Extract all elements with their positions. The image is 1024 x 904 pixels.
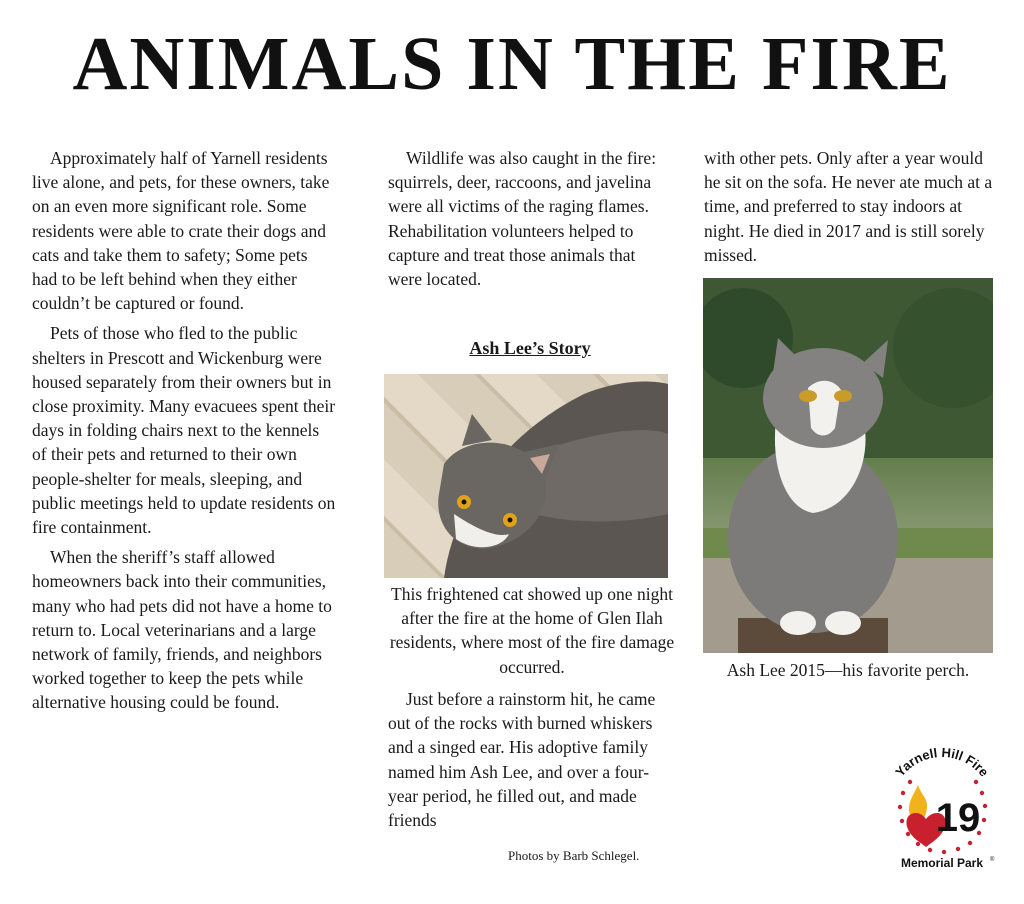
memorial-park-logo [882,745,1002,875]
photo-caption: Ash Lee 2015—his favorite perch. [726,660,970,680]
frightened-cat-photo [384,374,668,578]
paragraph: Pets of those who fled to the public shelters in Prescott and Wickenburg were housed separately from their owners but in close proximity. Many evacuees spent their days in folding chairs next to the kennels of their pets and returned to their own people-shelter for meals, sleeping, and public meetings held to update residents on fire containment. [32,323,336,538]
photo-credit: Photos by Barb Schlegel. [508,848,640,863]
paragraph: When the sheriff’s staff allowed homeowners back into their communities, many who had pets did not have a home to return to. Local veterinarians and a large network of family, friends, and neighbors worked together to keep the pets while alternative housing could be found. [32,547,332,713]
svg-text:Yarnell Hill Fire: Yarnell Hill Fire [892,745,992,780]
svg-text:19: 19 [935,796,981,840]
cat-on-post-illustration [703,278,993,653]
paragraph: Approximately half of Yarnell residents live alone, and pets, for these owners, take on an even more significant role. Some residents were able to crate their dogs and cats and take them to safety; Some pets had to be left behind when they either couldn’t be captured or found. [32,148,330,314]
column-left [32,146,337,721]
column-right [704,146,996,273]
cat-illustration [384,374,668,578]
photo-caption: This frightened cat showed up one night after the fire at the home of Glen Ilah residents, where most of the fire damage occurred. [389,584,675,677]
svg-text:Memorial Park: Memorial Park [900,856,984,870]
paragraph: Wildlife was also caught in the fire: squirrels, deer, raccoons, and javelina were all victims of the raging flames. Rehabilitation volunteers helped to capture and treat those animals that were located. [388,148,657,290]
story-heading: Ash Lee’s Story [469,338,591,358]
ash-lee-photo [703,278,993,653]
paragraph: with other pets. Only after a year would he sit on the sofa. He never ate much at a time, and preferred to stay indoors at night. He died in 2017 and is still sorely missed. [704,148,993,265]
column-middle-continued [388,687,673,832]
yarnell-hill-fire-logo-icon [882,745,1002,875]
paragraph: Just before a rainstorm hit, he came out of the rocks with burned whiskers and a singed ear. His adoptive family named him Ash Lee, and over a four-year period, he filled out, and made friends [388,689,656,831]
page-title: ANIMALS IN THE FIRE [72,22,952,106]
column-middle [388,146,673,297]
svg-text:®: ® [990,857,995,863]
